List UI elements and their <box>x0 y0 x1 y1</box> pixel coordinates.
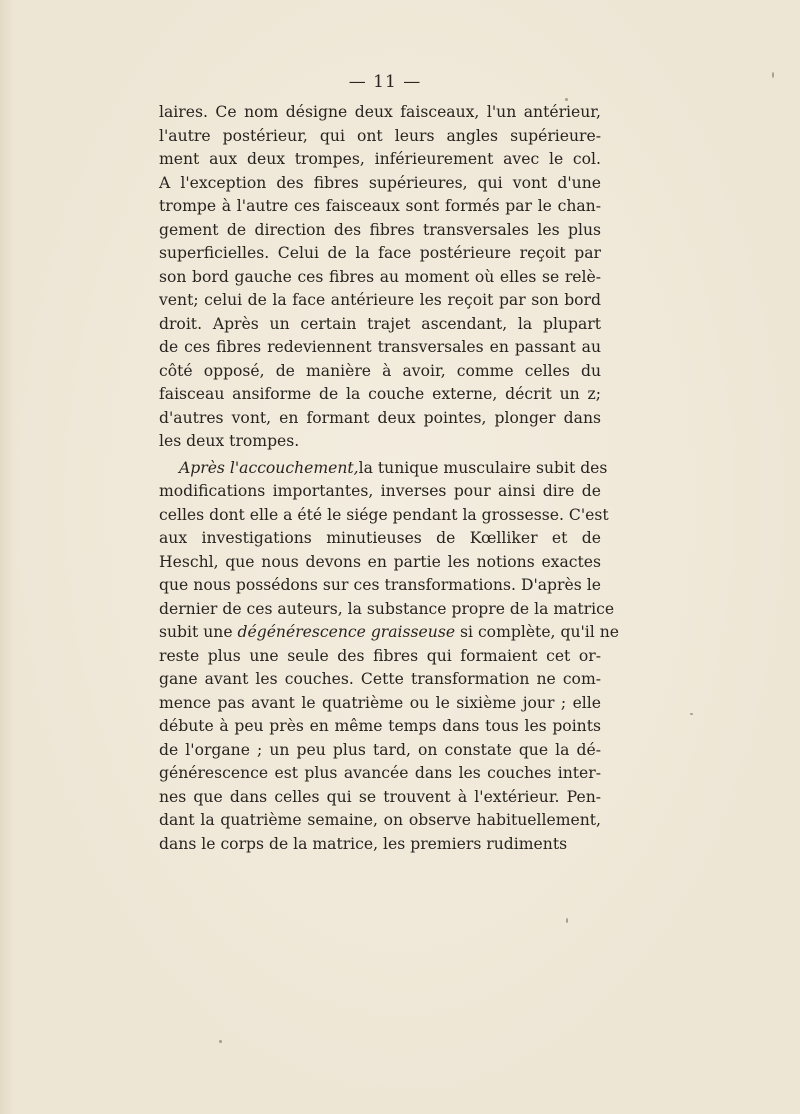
paragraph-1 <box>159 101 601 454</box>
text-line: faisceau ansiforme de la couche externe, décrit un z; <box>159 385 601 403</box>
italic-phrase: dégénérescence graisseuse <box>237 623 456 641</box>
text-line: gement de direction des fibres transversales les plus <box>159 220 601 239</box>
text-line: débute à peu près en même temps dans tous les points <box>159 717 601 735</box>
text-line: droit. Après un certain trajet ascendant, la plupart <box>159 314 601 333</box>
text-line: laires. Ce nom désigne deux faisceaux, l'un antérieur, <box>159 103 601 121</box>
text-fragment: la tunique musculaire subit des <box>358 458 608 477</box>
text-line: celles dont elle a été le siége pendant la grossesse. C'est <box>159 505 609 524</box>
text-line: générescence est plus avancée dans les couches inter- <box>159 764 601 782</box>
text-line: modifications importantes, inverses pour ainsi dire de <box>159 482 601 500</box>
text-line: nes que dans celles qui se trouvent à l'extérieur. Pen- <box>159 787 601 806</box>
text-line: trompe à l'autre ces faisceaux sont formés par le chan- <box>159 197 601 215</box>
text-line: aux investigations minutieuses de Kœlliker et de <box>159 529 601 547</box>
text-fragment: si complète, qu'il ne <box>455 623 619 641</box>
text-line: d'autres vont, en formant deux pointes, plonger dans <box>159 408 601 427</box>
text-line: vent; celui de la face antérieure les reçoit par son bord <box>159 291 601 309</box>
text-line: dernier de ces auteurs, la substance propre de la matrice <box>159 599 615 618</box>
text-line: superficielles. Celui de la face postérieure reçoit par <box>159 244 601 262</box>
text-line: son bord gauche ces fibres au moment où elles se relè- <box>159 267 601 286</box>
text-line: mence pas avant le quatrième ou le sixième jour ; elle <box>159 693 601 712</box>
text-line: A l'exception des fibres supérieures, qui vont d'une <box>159 173 601 192</box>
paper-speck <box>565 98 568 101</box>
text-line-italic <box>159 621 619 645</box>
text-line: l'autre postérieur, qui ont leurs angles supérieure- <box>159 126 601 145</box>
text-line: que nous possédons sur ces transformations. D'après le <box>159 576 601 594</box>
text-line: de l'organe ; un peu plus tard, on constate que la dé- <box>159 740 601 759</box>
page-number: — 11 — <box>348 72 422 92</box>
text-fragment: subit une <box>159 623 238 641</box>
paragraph-2 <box>159 457 619 857</box>
paper-speck <box>772 72 774 78</box>
body-text <box>159 101 619 856</box>
text-line: gane avant les couches. Cette transformation ne com- <box>159 670 601 688</box>
text-line-first <box>159 457 608 481</box>
text-line: dans le corps de la matrice, les premiers rudiments <box>159 834 568 853</box>
text-line: côté opposé, de manière à avoir, comme celles du <box>159 361 601 380</box>
paper-speck <box>690 713 693 715</box>
text-line: ment aux deux trompes, inférieurement avec le col. <box>159 150 601 168</box>
text-line: les deux trompes. <box>159 432 300 450</box>
text-line: dant la quatrième semaine, on observe habituellement, <box>159 811 601 829</box>
paper-speck <box>566 918 568 923</box>
text-line: de ces fibres redeviennent transversales en passant au <box>159 338 601 356</box>
text-line: Heschl, que nous devons en partie les notions exactes <box>159 552 601 571</box>
italic-phrase: Après l'accouchement, <box>179 458 359 477</box>
text-line: reste plus une seule des fibres qui formaient cet or- <box>159 646 601 665</box>
paper-speck <box>219 1040 222 1043</box>
